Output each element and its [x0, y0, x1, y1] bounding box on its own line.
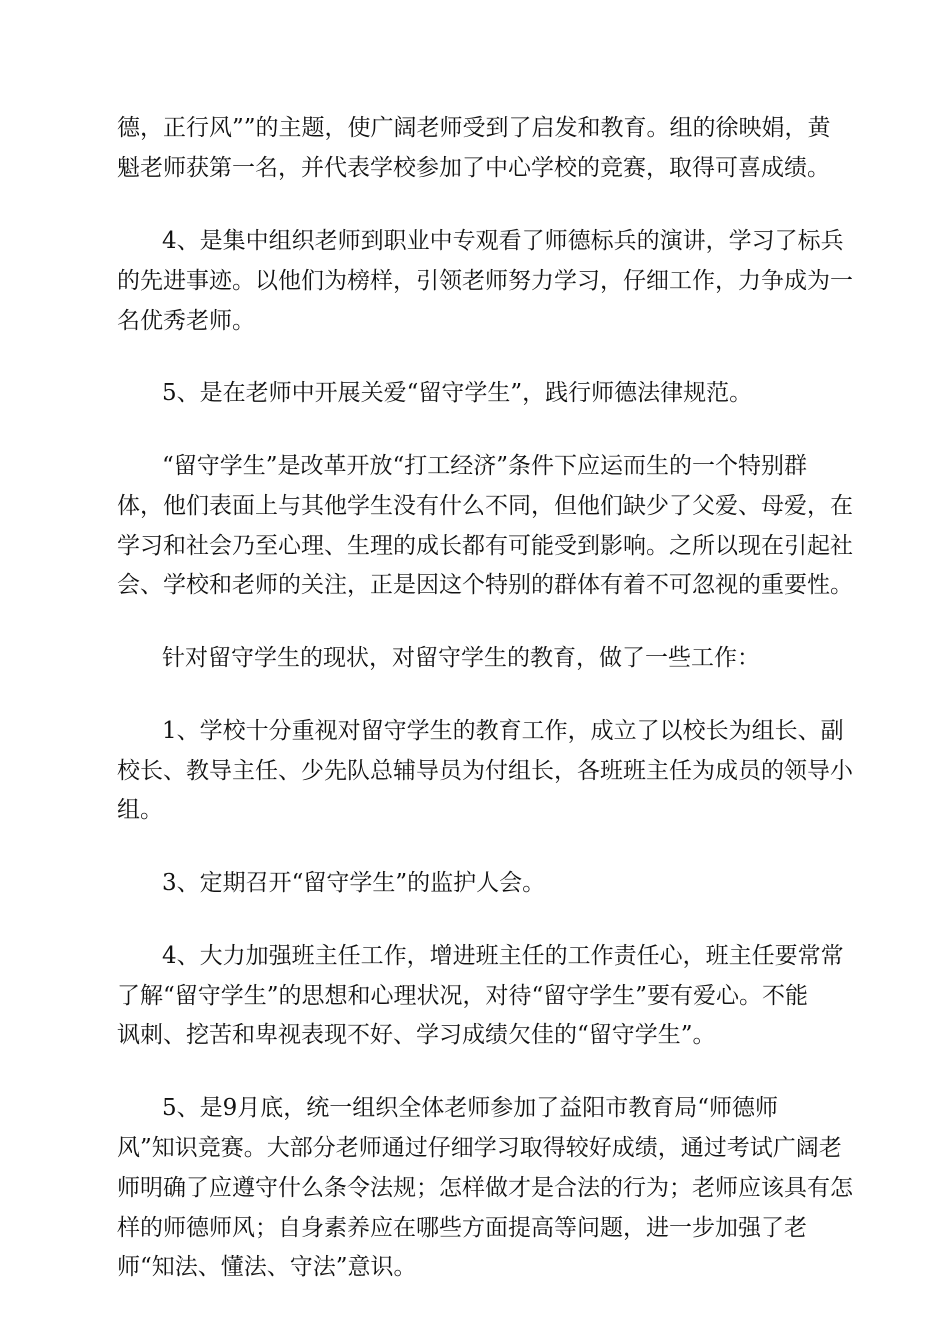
paragraph-line: 1、学校十分重视对留守学生的教育工作，成立了以校长为组长、副 — [162, 718, 844, 744]
paragraph-line: 3、定期召开“留守学生”的监护人会。 — [162, 870, 546, 896]
paragraph-line: 针对留守学生的现状，对留守学生的教育，做了一些工作： — [162, 645, 760, 671]
paragraph-line: “留守学生”是改革开放“打工经济”条件下应运而生的一个特别群 — [162, 453, 808, 479]
paragraph-line: 4、大力加强班主任工作，增进班主任的工作责任心，班主任要常常 — [162, 943, 844, 969]
paragraph-line: 样的师德师风；自身素养应在哪些方面提高等问题，进一步加强了老 — [117, 1215, 807, 1241]
paragraph-line: 组。 — [117, 797, 163, 823]
paragraph-line: 学习和社会乃至心理、生理的成长都有可能受到影响。之所以现在引起社 — [117, 533, 853, 559]
paragraph-line: 的先进事迹。以他们为榜样，引领老师努力学习，仔细工作，力争成为一 — [117, 268, 853, 294]
paragraph-line: 4、是集中组织老师到职业中专观看了师德标兵的演讲，学习了标兵 — [162, 228, 844, 254]
paragraph-line: 风”知识竞赛。大部分老师通过仔细学习取得较好成绩，通过考试广阔老 — [117, 1135, 842, 1161]
paragraph-line: 讽刺、挖苦和卑视表现不好、学习成绩欠佳的“留守学生”。 — [117, 1022, 716, 1048]
paragraph-line: 5、是在老师中开展关爱“留守学生”，践行师德法律规范。 — [162, 380, 753, 406]
paragraph-line: 师明确了应遵守什么条令法规；怎样做才是合法的行为；老师应该具有怎 — [117, 1175, 853, 1201]
paragraph-line: 师“知法、懂法、守法”意识。 — [117, 1254, 417, 1280]
paragraph-line: 了解“留守学生”的思想和心理状况，对待“留守学生”要有爱心。不能 — [117, 983, 809, 1009]
paragraph-line: 名优秀老师。 — [117, 308, 255, 334]
paragraph-line: 会、学校和老师的关注，正是因这个特别的群体有着不可忽视的重要性。 — [117, 572, 853, 598]
paragraph-line: 5、是9月底，统一组织全体老师参加了益阳市教育局“师德师 — [162, 1095, 779, 1121]
paragraph-line: 魁老师获第一名，并代表学校参加了中心学校的竞赛，取得可喜成绩。 — [117, 155, 830, 181]
paragraph-line: 校长、教导主任、少先队总辅导员为付组长，各班班主任为成员的领导小 — [117, 758, 853, 784]
paragraph-line: 体，他们表面上与其他学生没有什么不同，但他们缺少了父爱、母爱，在 — [117, 493, 853, 519]
paragraph-line: 德，正行风””的主题，使广阔老师受到了启发和教育。组的徐映娟，黄 — [117, 115, 831, 141]
